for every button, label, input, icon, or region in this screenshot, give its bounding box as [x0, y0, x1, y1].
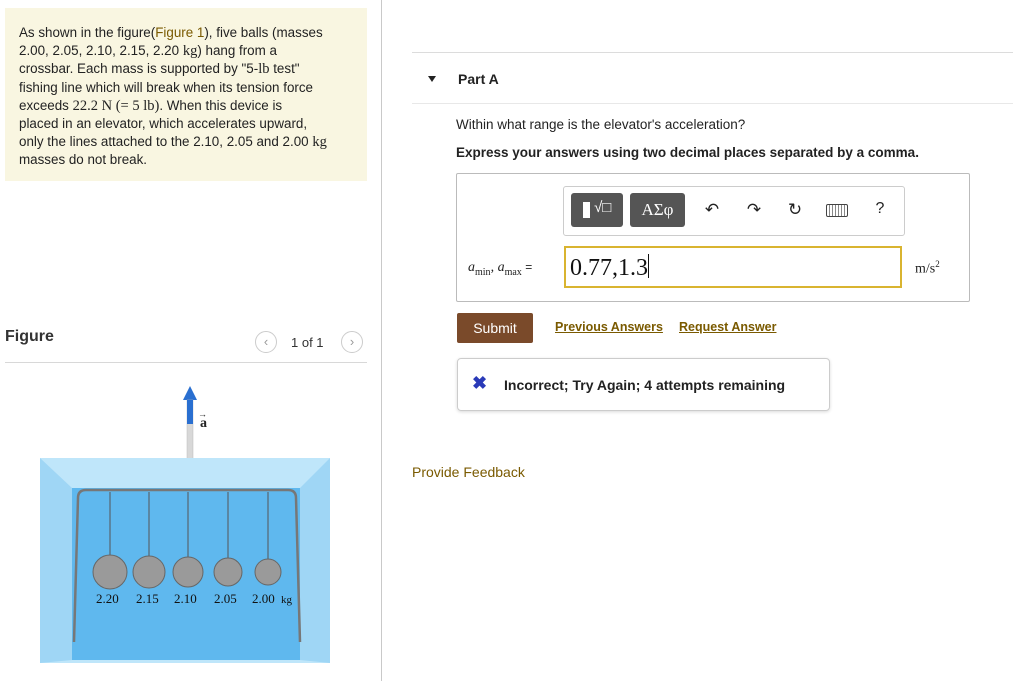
problem-text: only the lines attached to the 2.10, 2.05 and 2.00 [19, 134, 313, 150]
figure-pager: 1 of 1 [291, 335, 324, 350]
problem-text: exceeds [19, 97, 73, 113]
part-a-divider [412, 103, 1013, 104]
unit-lb: lb [258, 61, 270, 78]
template-sqrt-icon: √□ [594, 199, 612, 216]
ball-200 [255, 559, 281, 585]
mass-label: 2.05 [214, 591, 237, 606]
problem-text: ), five balls (masses [204, 25, 323, 40]
mass-label: 2.10 [174, 591, 197, 606]
sub-max: max [504, 266, 522, 278]
problem-text: test" [269, 61, 300, 77]
help-icon[interactable]: ? [875, 200, 885, 217]
redo-icon[interactable]: ↷ [746, 200, 762, 219]
mass-unit: kg [281, 594, 292, 606]
keyboard-icon[interactable] [826, 204, 848, 217]
problem-text: . When this device is [159, 97, 283, 113]
chevron-right-icon[interactable]: › [341, 331, 363, 353]
unit-exponent: 2 [935, 259, 940, 269]
text-caret [648, 254, 649, 278]
ball-215 [133, 556, 165, 588]
problem-line [19, 97, 353, 115]
reset-icon[interactable]: ↻ [787, 200, 803, 219]
problem-line: masses do not break. [19, 152, 148, 168]
problem-line [19, 24, 353, 42]
elevator-right-wall [300, 458, 330, 663]
problem-line [19, 60, 353, 78]
ball-220 [93, 555, 127, 589]
problem-text: crossbar. Each mass is supported by "5- [19, 61, 259, 77]
undo-icon[interactable]: ↶ [704, 200, 720, 219]
var-a: a [497, 260, 505, 275]
acceleration-arrow-head [183, 386, 197, 400]
provide-feedback-link[interactable]: Provide Feedback [412, 464, 525, 480]
unit-text: m/s [915, 261, 936, 277]
template-box-icon [583, 202, 590, 218]
ball-210 [173, 557, 203, 587]
incorrect-x-icon: ✖ [472, 373, 488, 393]
answer-input[interactable] [564, 246, 902, 288]
part-a-title[interactable]: Part A [458, 71, 499, 87]
figure-divider [5, 362, 367, 363]
problem-text: ) hang from a [197, 43, 277, 59]
previous-answers-link[interactable]: Previous Answers [555, 320, 663, 334]
instruction-text: Express your answers using two decimal places separated by a comma. [456, 145, 919, 160]
part-a-top-divider [412, 52, 1013, 53]
vector-a-label: a [200, 416, 207, 431]
mass-label: 2.00 [252, 591, 275, 606]
problem-line: fishing line which will break when its tension force [19, 79, 313, 95]
request-answer-link[interactable]: Request Answer [679, 320, 777, 334]
answer-value: 0.77,1.3 [570, 255, 648, 281]
question-text: Within what range is the elevator's acceleration? [456, 117, 746, 132]
figure-image [40, 380, 330, 665]
problem-text: 2.00, 2.05, 2.10, 2.15, 2.20 [19, 43, 180, 59]
equals-sign: = [525, 260, 533, 274]
var-sep: , [490, 260, 495, 275]
unit-kg: kg [182, 43, 198, 60]
template-button[interactable] [571, 193, 623, 227]
problem-statement [5, 8, 367, 181]
elevator-left-wall [40, 458, 72, 663]
problem-text: As shown in the figure( [19, 25, 156, 40]
unit-kg: kg [312, 134, 327, 151]
problem-line: placed in an elevator, which accelerates upward, [19, 116, 308, 132]
ball-205 [214, 558, 242, 586]
column-divider [381, 0, 382, 681]
chevron-left-icon[interactable]: ‹ [255, 331, 277, 353]
mass-label: 2.20 [96, 591, 119, 606]
submit-button[interactable]: Submit [457, 313, 533, 343]
symbols-button[interactable]: AΣφ [630, 193, 685, 227]
mass-label: 2.15 [136, 591, 159, 606]
sub-min: min [475, 266, 491, 278]
answer-variable-label [468, 260, 532, 278]
var-a: a [468, 260, 475, 275]
math-force: 22.2 N (= 5 lb) [72, 97, 160, 114]
figure-link[interactable]: Figure 1 [155, 25, 205, 40]
collapse-triangle-icon[interactable] [428, 76, 436, 82]
feedback-text: Incorrect; Try Again; 4 attempts remaining [504, 377, 786, 393]
answer-unit [915, 259, 940, 278]
problem-line [19, 42, 353, 60]
problem-line [19, 133, 353, 151]
acceleration-arrow-body [187, 400, 193, 424]
figure-label: Figure [5, 328, 54, 345]
vector-arrow-icon: → [198, 409, 207, 419]
